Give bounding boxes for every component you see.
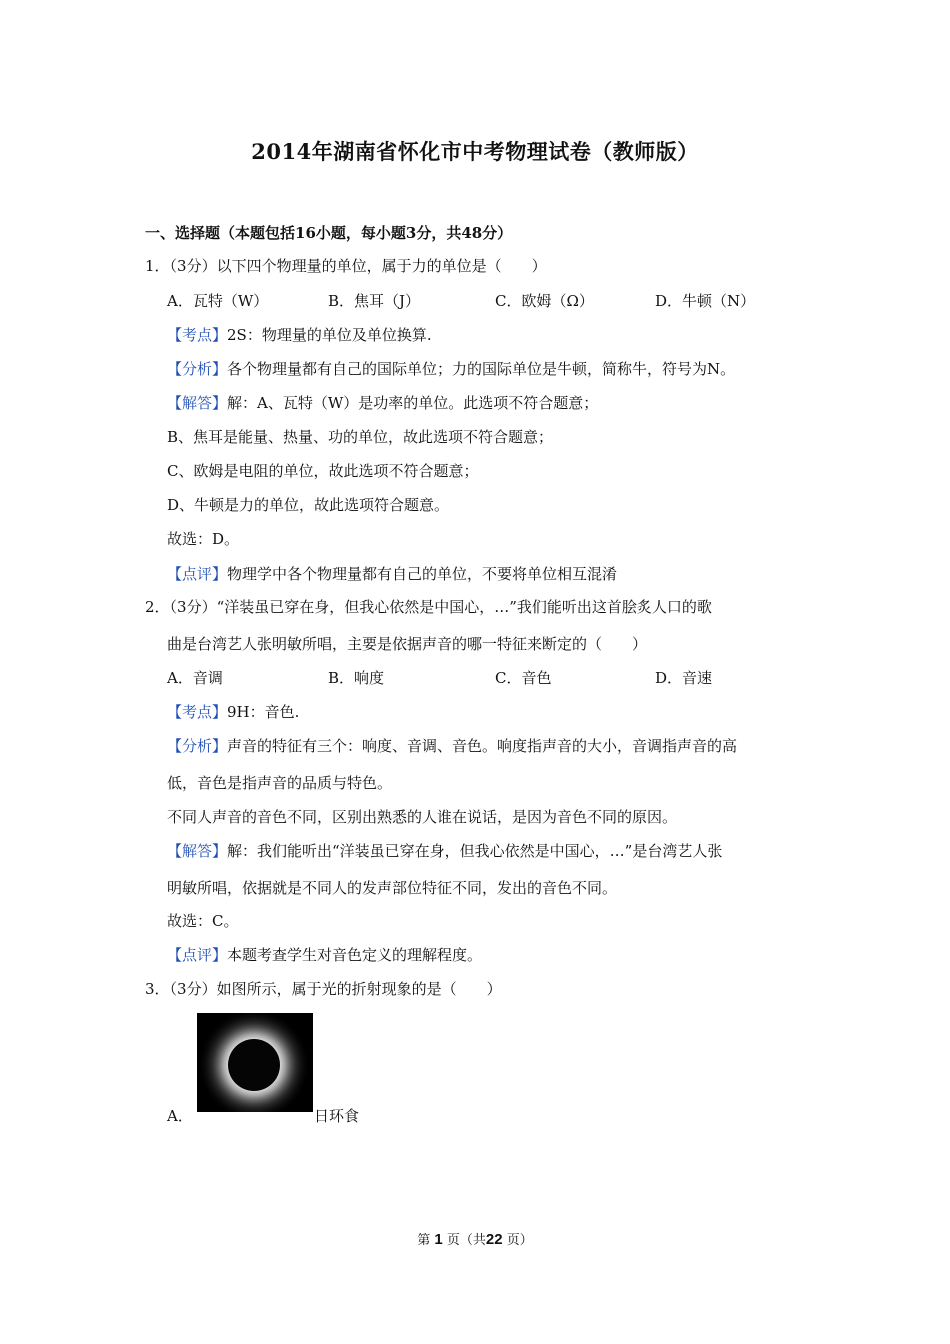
eclipse-graphic (197, 1013, 313, 1112)
fenxi-tag: 【分析】 (167, 737, 228, 755)
question-2-option-c: C．音色 (495, 669, 552, 687)
question-1-jieda-line: B、焦耳是能量、热量、功的单位，故此选项不符合题意； (167, 428, 554, 446)
question-2-stem: 2．（3分）“洋装虽已穿在身，但我心依然是中国心，…”我们能听出这首脍炙人口的歌 (145, 598, 712, 616)
footer-middle: 页（共 (446, 1233, 486, 1248)
question-1-jieda (167, 393, 598, 413)
fenxi-tag: 【分析】 (167, 360, 228, 378)
question-2-option-d: D．音速 (655, 669, 713, 687)
question-3-option-a-label: A． (167, 1107, 193, 1125)
jieda-tag: 【解答】 (167, 842, 228, 860)
question-2-jieda-continued: 明敏所唱，依据就是不同人的发声部位特征不同，发出的音色不同。 (167, 879, 618, 897)
question-1-jieda-line: D、牛顿是力的单位，故此选项符合题意。 (167, 496, 450, 514)
jieda-text: 解：我们能听出“洋装虽已穿在身，但我心依然是中国心，…”是台湾艺人张 (227, 842, 723, 860)
kaodian-text: 2S：物理量的单位及单位换算. (227, 326, 432, 344)
page-footer (0, 1229, 950, 1248)
dianping-text: 本题考查学生对音色定义的理解程度。 (227, 946, 483, 964)
eclipse-image (197, 1013, 313, 1112)
dianping-text: 物理学中各个物理量都有自己的单位，不要将单位相互混淆 (227, 565, 618, 583)
question-1-answer: 故选：D。 (167, 530, 240, 548)
question-1-option-b: B．焦耳（J） (328, 292, 421, 310)
question-1-option-c: C．欧姆（Ω） (495, 292, 594, 310)
kaodian-text: 9H：音色. (227, 703, 300, 721)
question-1-option-a: A．瓦特（W） (167, 292, 269, 310)
question-2-dianping (167, 945, 482, 965)
question-2-kaodian (167, 702, 299, 722)
jieda-tag: 【解答】 (167, 394, 228, 412)
fenxi-text: 声音的特征有三个：响度、音调、音色。响度指声音的大小，音调指声音的高 (227, 737, 738, 755)
dianping-tag: 【点评】 (167, 946, 228, 964)
fenxi-text: 各个物理量都有自己的国际单位；力的国际单位是牛顿，简称牛，符号为N。 (227, 360, 736, 378)
question-3-option-a-caption: 日环食 (314, 1107, 360, 1125)
question-1-stem: 1．（3分）以下四个物理量的单位，属于力的单位是（ ） (145, 257, 547, 275)
question-2-answer: 故选：C。 (167, 912, 239, 930)
question-1-dianping (167, 564, 617, 584)
footer-page-number: 1 (434, 1231, 443, 1248)
footer-suffix: 页） (506, 1233, 533, 1248)
question-2-stem-continued: 曲是台湾艺人张明敏所唱，主要是依据声音的哪一特征来断定的（ ） (167, 635, 648, 653)
dianping-tag: 【点评】 (167, 565, 228, 583)
kaodian-tag: 【考点】 (167, 703, 228, 721)
kaodian-tag: 【考点】 (167, 326, 228, 344)
question-3-stem: 3．（3分）如图所示，属于光的折射现象的是（ ） (145, 980, 502, 998)
question-2-option-b: B．响度 (328, 669, 385, 687)
jieda-text: 解：A、瓦特（W）是功率的单位。此选项不符合题意； (227, 394, 599, 412)
question-1-kaodian (167, 325, 432, 345)
footer-total-pages: 22 (485, 1231, 503, 1248)
section-heading: 一、选择题（本题包括16小题，每小题3分，共48分） (145, 224, 513, 242)
question-2-fenxi-line: 不同人声音的音色不同，区别出熟悉的人谁在说话，是因为音色不同的原因。 (167, 808, 678, 826)
question-2-jieda (167, 841, 722, 861)
question-2-fenxi (167, 736, 737, 756)
question-1-option-d: D．牛顿（N） (655, 292, 756, 310)
question-2-option-a: A．音调 (167, 669, 223, 687)
page-title: 2014年湖南省怀化市中考物理试卷（教师版） (251, 139, 699, 164)
question-1-fenxi (167, 359, 735, 379)
question-2-fenxi-continued: 低，音色是指声音的品质与特色。 (167, 774, 393, 792)
question-1-jieda-line: C、欧姆是电阻的单位，故此选项不符合题意； (167, 462, 479, 480)
footer-prefix: 第 (417, 1233, 431, 1248)
